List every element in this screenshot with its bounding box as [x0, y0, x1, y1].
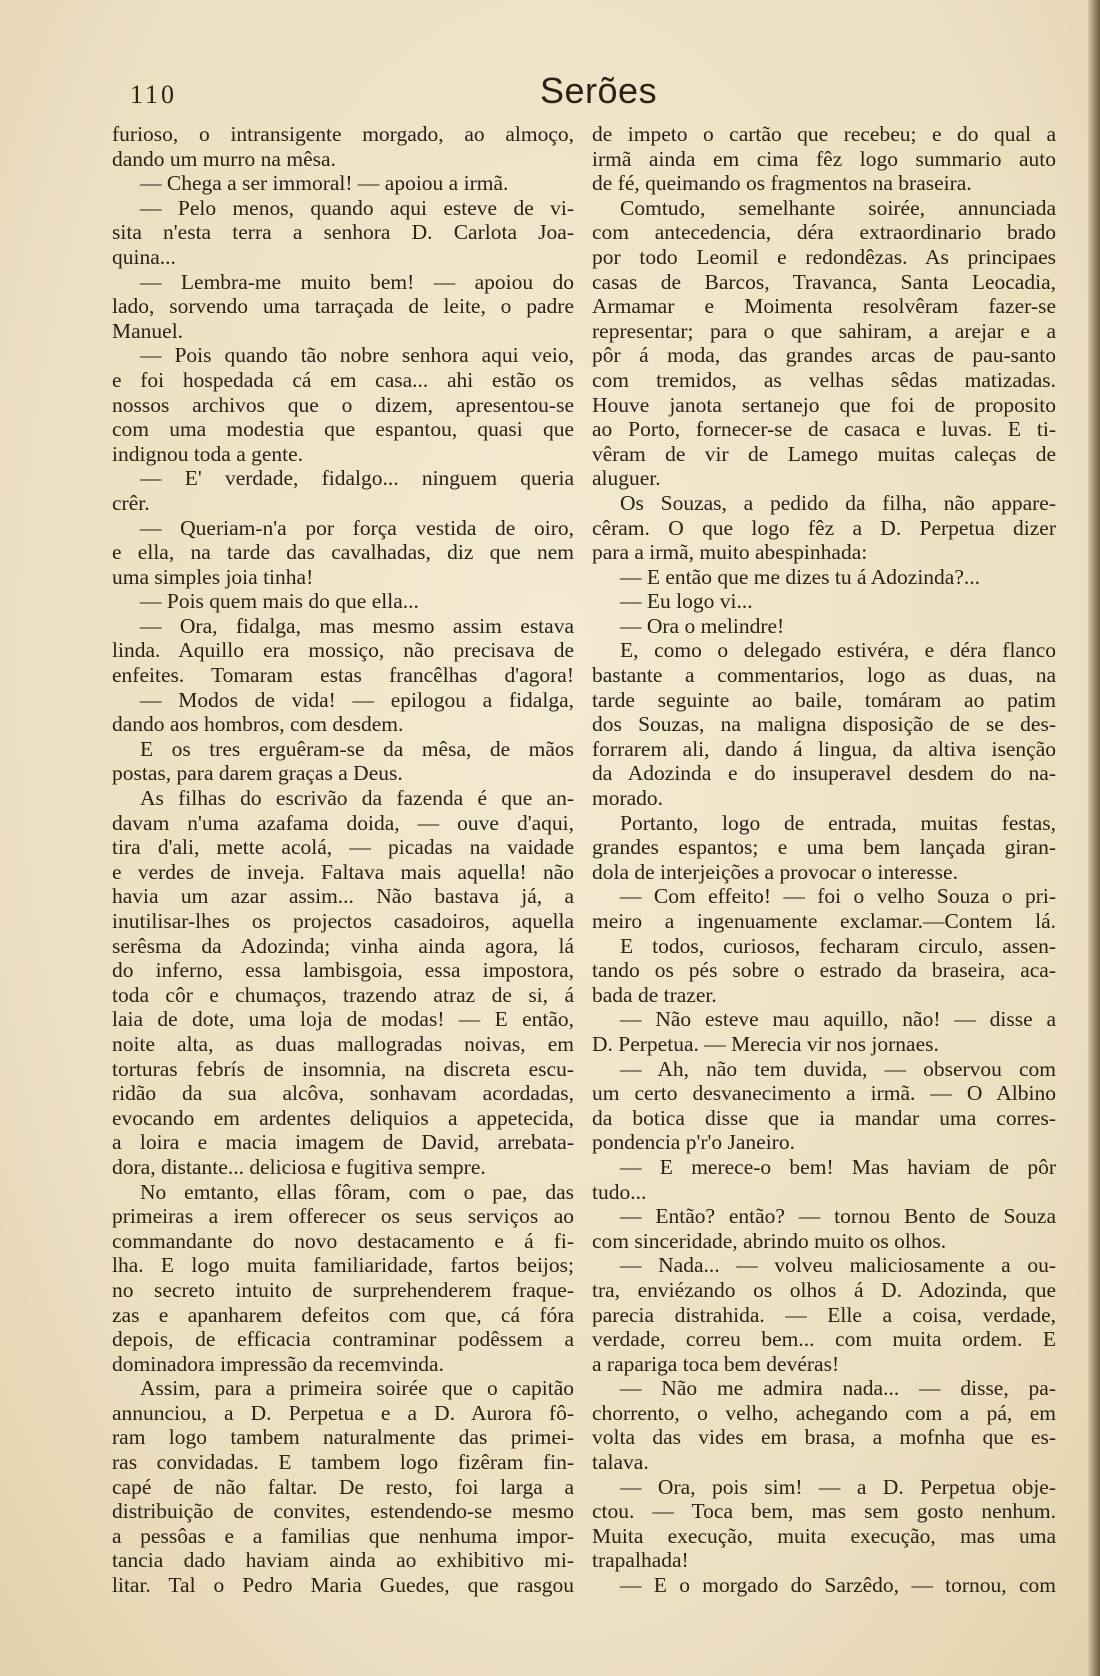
text-line: do inferno, essa lambisgoia, essa impostora,	[112, 958, 574, 983]
text-line: As filhas do escrivão da fazenda é que an-	[140, 786, 574, 811]
text-line: havia um azar assim... Não bastava já, a	[112, 884, 574, 909]
text-line: por todo Leomil e redondêzas. As principaes	[592, 244, 1056, 269]
text-line: e verdes de inveja. Faltava mais aquella! não	[112, 859, 574, 884]
text-line: Houve janota sertanejo que foi de proposito	[592, 392, 1056, 417]
text-line: — E' verdade, fidalgo... ninguem queria	[140, 466, 574, 491]
text-line: E, como o delegado estivéra, e déra flanco	[620, 638, 1056, 663]
text-line: chorrento, o velho, achegando com a pá, em	[592, 1400, 1056, 1425]
text-line: — Não esteve mau aquillo, não! — disse a	[620, 1007, 1056, 1032]
text-line: — E então que me dizes tu á Adozinda?...	[620, 564, 981, 589]
text-line: para a irmã, muito abespinhada:	[592, 540, 868, 565]
text-line: — Ora, fidalga, mas mesmo assim estava	[140, 613, 574, 638]
text-line: — Ah, não tem duvida, — observou com	[620, 1056, 1056, 1081]
text-line: tando os pés sobre o estrado da braseira, aca-	[592, 958, 1056, 983]
text-line: dando aos hombros, com desdem.	[112, 712, 404, 737]
text-line: torturas febrís de insomnia, na discreta escu-	[112, 1056, 574, 1081]
text-line: tarde seguinte ao baile, tomáram ao patim	[592, 687, 1056, 712]
text-line: no secreto intuito de surprehenderem fraque-	[112, 1277, 574, 1302]
text-line: casas de Barcos, Travanca, Santa Leocadia,	[592, 269, 1056, 294]
text-line: Portanto, logo de entrada, muitas festas,	[620, 810, 1056, 835]
text-line: — Chega a ser immoral! — apoiou a irmã.	[140, 171, 509, 196]
text-line: noite alta, as duas mallogradas noivas, em	[112, 1031, 574, 1056]
text-line: toda côr e chumaços, trazendo atraz de si, á	[112, 982, 574, 1007]
text-line: — Nada... — volveu maliciosamente a ou-	[620, 1253, 1056, 1278]
text-line: Os Souzas, a pedido da filha, não appare-	[620, 490, 1056, 515]
text-line: ao Porto, fornecer-se de casaca e luvas. E ti-	[592, 417, 1056, 442]
text-line: capé de não faltar. De resto, foi larga a	[112, 1474, 574, 1499]
text-line: E os tres erguêram-se da mêsa, de mãos	[140, 736, 574, 761]
text-line: pondencia p'r'o Janeiro.	[592, 1130, 795, 1155]
text-line: e foi hospedada cá em casa... ahi estão os	[112, 367, 574, 392]
text-line: annunciou, a D. Perpetua e a D. Aurora fô-	[112, 1400, 574, 1425]
text-line: inutilisar-lhes os projectos casadoiros, aquella	[112, 909, 574, 933]
text-line: D. Perpetua. — Merecia vir nos jornaes.	[592, 1031, 939, 1056]
text-line: — Eu logo vi...	[620, 589, 753, 614]
text-line: — Modos de vida! — epilogou a fidalga,	[140, 687, 574, 712]
text-line: depois, de efficacia contraminar podêssem a	[112, 1327, 574, 1352]
text-line: de impeto o cartão que recebeu; e do qual a	[592, 122, 1056, 146]
text-line: uma simples joia tinha!	[112, 564, 314, 589]
text-line: — Pois quando tão nobre senhora aqui veio,	[140, 343, 574, 368]
text-line: No emtanto, ellas fôram, com o pae, das	[140, 1179, 574, 1204]
text-line: tra, enviézando os olhos á D. Adozinda, que	[592, 1277, 1056, 1302]
text-line: tira d'ali, mette acolá, — picadas na vaidade	[112, 835, 574, 860]
text-line: — Então? então? — tornou Bento de Souza	[620, 1204, 1056, 1229]
page-edge-shadow	[1088, 0, 1100, 1676]
running-title: Serões	[540, 70, 658, 111]
left-text-column	[112, 122, 574, 1598]
text-line: — Ora o melindre!	[620, 613, 785, 638]
text-line: a rapariga toca bem devéras!	[592, 1351, 840, 1376]
text-line: dora, distante... deliciosa e fugitiva sempre.	[112, 1154, 486, 1179]
text-line: sita n'esta terra a senhora D. Carlota Joa-	[112, 220, 574, 245]
text-line: pôr á moda, das grandes arcas de pau-santo	[592, 343, 1056, 368]
text-line: dola de interjeições a provocar o interesse.	[592, 859, 958, 884]
text-line: ridão da sua alcôva, sonhavam acordadas,	[112, 1081, 574, 1106]
text-line: — Pelo menos, quando aqui esteve de vi-	[140, 195, 574, 220]
text-line: grandes espantos; e uma bem lançada giran-	[592, 835, 1056, 860]
text-line: vêram de vir de Lamego muitas caleças de	[592, 441, 1056, 466]
text-line: indignou toda a gente.	[112, 441, 304, 466]
text-line: crêr.	[112, 490, 150, 515]
text-line: aluguer.	[592, 466, 661, 491]
text-line: volta das vides em brasa, a mofnha que es-	[592, 1425, 1056, 1450]
text-line: dando um murro na mêsa.	[112, 146, 336, 171]
text-line: parecia distrahida. — Elle a coisa, verdade,	[592, 1302, 1056, 1327]
text-line: dos Souzas, na maligna disposição de se des-	[592, 712, 1056, 737]
text-line: da botica disse que ia mandar uma corres-	[592, 1105, 1056, 1130]
text-line: zas e apanharem defeitos com que, cá fóra	[112, 1302, 574, 1327]
text-line: — Com effeito! — foi o velho Souza o pri-	[620, 884, 1056, 909]
text-line: meiro a ingenuamente exclamar.—Contem lá.	[592, 909, 1056, 933]
right-text-column	[592, 122, 1056, 1598]
text-line: ctou. — Toca bem, mas sem gosto nenhum.	[592, 1499, 1056, 1524]
text-line: da Adozinda e do insuperavel desdem do na-	[592, 761, 1056, 786]
text-line: lado, sorvendo uma tarraçada de leite, o padre	[112, 294, 574, 319]
text-line: Comtudo, semelhante soirée, annunciada	[620, 195, 1056, 220]
text-line: com sinceridade, abrindo muito os olhos.	[592, 1228, 947, 1253]
text-line: cêram. O que logo fêz a D. Perpetua dizer	[592, 515, 1056, 540]
text-line: ras convidadas. E tambem logo fizêram fin-	[112, 1450, 574, 1475]
text-line: quina...	[112, 244, 176, 269]
text-line: — E o morgado do Sarzêdo, — tornou, com	[620, 1573, 1056, 1598]
text-line: talava.	[592, 1450, 649, 1475]
text-line: com uma modestia que espantou, quasi que	[112, 417, 574, 442]
text-line: — Não me admira nada... — disse, pa-	[620, 1376, 1056, 1401]
text-line: bastante a commentarios, logo as duas, na	[592, 663, 1056, 688]
text-line: de fé, queimando os fragmentos na braseira.	[592, 171, 972, 196]
text-line: com tremidos, as velhas sêdas matizadas.	[592, 367, 1056, 392]
text-line: — E merece-o bem! Mas haviam de pôr	[620, 1154, 1056, 1179]
text-line: evocando em ardentes deliquios a appetecida,	[112, 1105, 574, 1130]
text-line: linda. Aquillo era mossiço, não precisava de	[112, 638, 574, 663]
text-line: — Queriam-n'a por força vestida de oiro,	[140, 515, 574, 540]
text-line: — Pois quem mais do que ella...	[140, 589, 419, 614]
text-line: forrarem ali, dando á lingua, da altiva isenção	[592, 736, 1056, 761]
text-line: E todos, curiosos, fecharam circulo, assen-	[620, 933, 1056, 958]
text-line: Armamar e Moimenta resolvêram fazer-se	[592, 294, 1056, 319]
text-line: primeiras a irem offerecer os seus serviços ao	[112, 1204, 574, 1229]
text-line: postas, para darem graças a Deus.	[112, 761, 403, 786]
text-line: Muita execução, muita execução, mas uma	[592, 1523, 1056, 1548]
text-line: Manuel.	[112, 318, 184, 343]
text-line: bada de trazer.	[592, 982, 717, 1007]
text-line: trapalhada!	[592, 1548, 689, 1573]
text-line: Assim, para a primeira soirée que o capitão	[140, 1376, 574, 1401]
text-line: e ella, na tarde das cavalhadas, diz que nem	[112, 540, 574, 565]
text-line: a loira e macia imagem de David, arrebata-	[112, 1130, 574, 1155]
text-line: verdade, correu bem... com muita ordem. E	[592, 1327, 1056, 1352]
text-line: um certo desvanecimento a irmã. — O Albino	[592, 1081, 1056, 1106]
text-line: dominadora impressão da recemvinda.	[112, 1351, 444, 1376]
text-line: lha. E logo muita familiaridade, fartos beijos;	[112, 1253, 574, 1278]
text-line: commandante do novo destacamento e á fi-	[112, 1228, 574, 1253]
text-line: a pessôas e a familias que nenhuma impor-	[112, 1523, 574, 1548]
text-line: irmã ainda em cima fêz logo summario auto	[592, 146, 1056, 171]
text-line: nossos archivos que o dizem, apresentou-se	[112, 392, 574, 417]
text-line: furioso, o intransigente morgado, ao almoço,	[112, 122, 574, 146]
text-line: — Lembra-me muito bem! — apoiou do	[140, 269, 574, 294]
text-line: morado.	[592, 786, 664, 811]
text-line: — Ora, pois sim! — a D. Perpetua obje-	[620, 1474, 1056, 1499]
text-line: enfeites. Tomaram estas francêlhas d'agora!	[112, 663, 574, 688]
page-header	[130, 70, 1050, 120]
text-line: ram logo tambem naturalmente das primei-	[112, 1425, 574, 1450]
text-line: laia de dote, uma loja de modas! — E então,	[112, 1007, 574, 1032]
text-line: tancia dado haviam ainda ao exhibitivo mi-	[112, 1548, 574, 1573]
text-line: representar; para o que sahiram, a arejar e a	[592, 318, 1056, 343]
page-number: 110	[130, 80, 178, 109]
text-line: davam n'uma azafama doida, — ouve d'aqui,	[112, 810, 574, 835]
text-line: litar. Tal o Pedro Maria Guedes, que rasgou	[112, 1573, 574, 1598]
text-line: distribuição de convites, estendendo-se mesmo	[112, 1499, 574, 1524]
text-line: tudo...	[592, 1179, 647, 1204]
text-line: com antecedencia, déra extraordinario brado	[592, 220, 1056, 245]
text-line: serêsma da Adozinda; vinha ainda agora, lá	[112, 933, 574, 958]
